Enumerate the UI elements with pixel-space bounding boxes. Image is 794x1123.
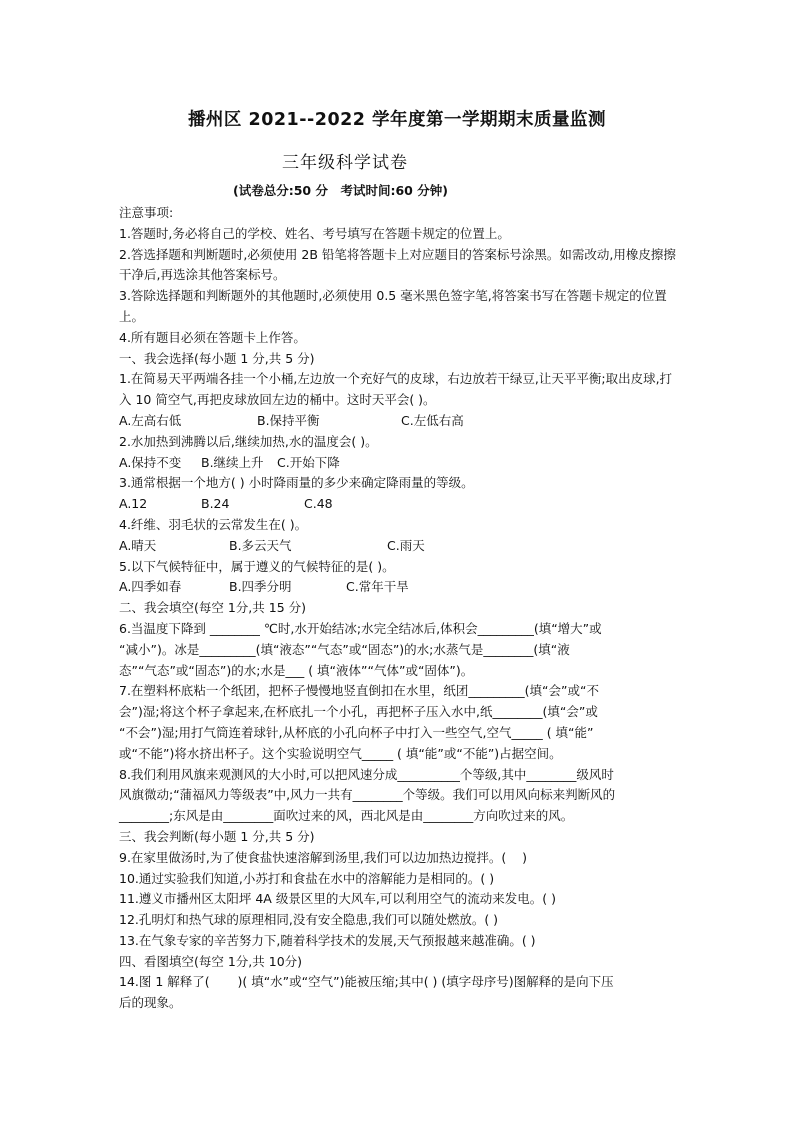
question-2-options [119, 453, 681, 474]
section2-heading: 二、我会填空(每空 1分,共 15 分) [119, 600, 307, 616]
question-3: 3.通常根据一个地方( ) 小时降雨量的多少来确定降雨量的等级。 [119, 475, 474, 491]
exam-title: 播州区 2021--2022 学年度第一学期期末质量监测 [187, 110, 607, 130]
fill-line: “减小”)。冰是_________(填“液态”“气态”或“固态”)的水;水蒸气是________(填“液 [119, 641, 570, 657]
option: B.多云天气 [229, 537, 292, 553]
fill-line: ________;东风是由________面吹过来的风，西北风是由________方向吹过来的风。 [119, 808, 574, 824]
question-4: 4.纤维、羽毛状的云常发生在( )。 [119, 516, 308, 532]
judge-question: 13.在气象专家的辛苦努力下,随着科学技术的发展,天气预报越来越准确。( ) [119, 932, 536, 948]
option: C.常年干旱 [346, 579, 409, 595]
fill-line: 或“不能”)将水挤出杯子。这个实验说明空气_____ ( 填“能”或“不能”)占据空间。 [119, 745, 562, 761]
fill-line: 8.我们利用风旗来观测风的大小时,可以把风速分成__________个等级,其中________级风时 [119, 766, 614, 782]
question-2: 2.水加热到沸腾以后,继续加热,水的温度会( )。 [119, 433, 378, 449]
fill-line: 6.当温度下降到 ________ ℃时,水开始结冰;水完全结冰后,体积会_________(填“增大”或 [119, 620, 602, 636]
option: A.四季如春 [119, 579, 182, 595]
exam-subtitle: 三年级科学试卷 [282, 153, 408, 173]
option: B.继续上升 [201, 454, 264, 470]
judge-question: 9.在家里做汤时,为了使食盐快速溶解到汤里,我们可以边加热边搅拌。( ) [119, 849, 528, 865]
figure-line: 后的现象。 [119, 995, 182, 1011]
note-item: 3.答除选择题和判断题外的其他题时,必须使用 0.5 毫米黑色签字笔,将答案书写在答题卡规定的位置上。 [119, 288, 667, 324]
exam-meta: (试卷总分:50 分 考试时间:60 分钟) [233, 183, 448, 198]
section4-heading: 四、看图填空(每空 1分,共 10分) [119, 953, 303, 969]
fill-line: 风旗微动;“蒲福风力等级表”中,风力一共有________个等级。我们可以用风向标来判断风的 [119, 787, 616, 803]
fill-line: 会”)湿;将这个杯子拿起来,在杯底扎一个小孔，再把杯子压入水中,纸________(填“会”或 [119, 704, 598, 720]
option: A.左高右低 [119, 412, 182, 428]
note-item: 1.答题时,务必将自己的学校、姓名、考号填写在答题卡规定的位置上。 [119, 225, 510, 241]
question-4-options [119, 536, 681, 557]
option: C.开始下降 [277, 454, 340, 470]
fill-line: 7.在塑料杯底粘一个纸团，把杯子慢慢地竖直倒扣在水里，纸团_________(填“会”或“不 [119, 683, 599, 699]
judge-question: 10.通过实验我们知道,小苏打和食盐在水中的溶解能力是相同的。( ) [119, 870, 495, 886]
judge-question: 12.孔明灯和热气球的原理相同,没有安全隐患,我们可以随处燃放。( ) [119, 912, 499, 928]
note-item: 2.答选择题和判断题时,必须使用 2B 铅笔将答题卡上对应题目的答案标号涂黑。如需改动,用橡皮擦擦干净后,再选涂其他答案标号。 [119, 246, 676, 283]
judge-question: 11.遵义市播州区太阳坪 4A 级景区里的大风车,可以利用空气的流动来发电。( ) [119, 891, 557, 907]
question-3-options [119, 494, 681, 515]
option: B.四季分明 [229, 579, 292, 595]
section3-heading: 三、我会判断(每小题 1 分,共 5 分) [119, 828, 315, 844]
option: B.保持平衡 [257, 412, 320, 428]
option: A.晴天 [119, 537, 157, 553]
option: C.48 [304, 496, 333, 512]
option: A.保持不变 [119, 454, 182, 470]
option: C.雨天 [387, 537, 425, 553]
option: A.12 [119, 496, 148, 512]
option: C.左低右高 [401, 412, 464, 428]
note-item: 4.所有题目必须在答题卡上作答。 [119, 329, 306, 345]
question-5: 5.以下气候特征中，属于遵义的气候特征的是( )。 [119, 558, 395, 574]
figure-line: 14.图 1 解释了( )( 填“水”或“空气”)能被压缩;其中( ) (填字母序号)图解释的是向下压 [119, 974, 614, 990]
section1-heading: 一、我会选择(每小题 1 分,共 5 分) [119, 350, 315, 366]
fill-line: 态”“气态”或“固态”)的水;水是___ ( 填“液体”“气体”或“固体”)。 [119, 662, 474, 678]
question-5-options [119, 577, 681, 598]
option: B.24 [201, 496, 230, 512]
question-1-options [119, 411, 681, 432]
notes-heading: 注意事项: [119, 205, 174, 220]
question-1: 1.在简易天平两端各挂一个小桶,左边放一个充好气的皮球，右边放若干绿豆,让天平平衡;取出皮球,打入 10 简空气,再把皮球放回左边的桶中。这时天平会( )。 [119, 371, 673, 408]
exam-content [119, 203, 681, 1014]
fill-line: “不会”)湿;用打气筒连着球针,从杯底的小孔向杯子中打入一些空气,空气_____ ( 填“能” [119, 724, 594, 740]
